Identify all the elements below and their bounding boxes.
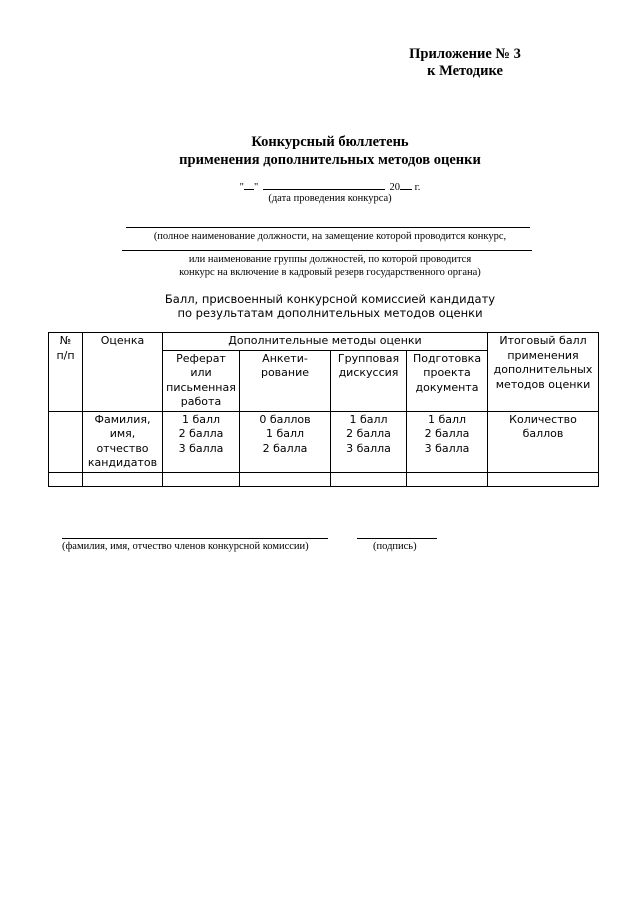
appendix-number: Приложение № 3	[409, 46, 521, 62]
assessment-table	[48, 332, 599, 487]
method-line: Групповая	[337, 351, 400, 365]
year-suffix: г.	[414, 182, 421, 193]
method-line: документа	[415, 380, 479, 394]
candidate-label-line: отчество	[96, 441, 149, 455]
table-cell	[49, 411, 83, 472]
candidate-label-line: Фамилия,	[94, 412, 151, 426]
method-survey	[240, 350, 331, 411]
method-line: проекта	[423, 366, 471, 379]
names-caption: (фамилия, имя, отчество членов конкурсной комиссии)	[62, 541, 309, 552]
score-value: 1 балл	[265, 427, 305, 440]
method-line: или	[190, 366, 212, 379]
score-value: 3 балла	[424, 441, 470, 455]
date-caption: (дата проведения конкурса)	[268, 193, 392, 204]
score-value: 3 балла	[346, 441, 391, 455]
method-line: работа	[180, 395, 222, 408]
day-blank	[244, 181, 254, 190]
score-value: 3 балла	[178, 441, 224, 455]
method-essay	[163, 350, 240, 411]
title-line-1: Конкурсный бюллетень	[251, 134, 409, 150]
header-number-line: №	[59, 334, 72, 347]
header-methods: Дополнительные методы оценки	[163, 333, 488, 351]
appendix-reference: к Методике	[427, 63, 503, 79]
method-draft-document	[407, 350, 488, 411]
score-value: 1 балл	[181, 412, 221, 426]
date-open-quote: "	[239, 182, 244, 193]
score-value: 2 балла	[424, 427, 470, 440]
candidate-label-line: кандидатов	[87, 456, 158, 469]
names-signature-line	[62, 538, 328, 539]
score-draft-document	[407, 411, 488, 472]
table-cell	[488, 472, 599, 486]
year-blank	[400, 181, 412, 190]
candidate-label-line: имя,	[109, 427, 136, 440]
candidate-label	[83, 411, 163, 472]
table-cell	[49, 472, 83, 486]
header-assessment: Оценка	[83, 333, 163, 412]
header-total-line: методов оценки	[495, 377, 591, 391]
sign-caption: (подпись)	[373, 541, 417, 552]
table-cell	[83, 472, 163, 486]
method-group-discussion	[331, 350, 407, 411]
date-close-quote: "	[253, 182, 259, 193]
table-cell	[163, 472, 240, 486]
score-heading-line-2: по результатам дополнительных методов оценки	[177, 306, 483, 320]
score-heading-line-1: Балл, присвоенный конкурсной комиссией кандидату	[164, 292, 496, 306]
score-value: 2 балла	[178, 427, 224, 440]
table-cell	[407, 472, 488, 486]
method-line: письменная	[166, 380, 236, 394]
table-header-row	[49, 333, 599, 351]
method-line: Анкети-	[262, 351, 308, 365]
table-row	[49, 411, 599, 472]
position-caption-2: или наименование группы должностей, по которой проводится	[188, 254, 472, 265]
header-total-line: Итоговый балл	[499, 334, 587, 347]
total-label	[488, 411, 599, 472]
score-value: 2 балла	[346, 427, 391, 440]
title-line-2: применения дополнительных методов оценки	[179, 152, 481, 168]
position-caption-3: конкурс на включение в кадровый резерв государственного органа)	[179, 267, 481, 278]
method-line: рование	[260, 366, 310, 379]
table-cell	[240, 472, 331, 486]
score-group-discussion	[331, 411, 407, 472]
score-survey	[240, 411, 331, 472]
sign-line	[357, 538, 437, 539]
method-line: Реферат	[176, 351, 226, 365]
appendix-header	[380, 46, 550, 80]
position-caption-1: (полное наименование должности, на замещение которой проводится конкурс,	[153, 231, 507, 242]
date-line	[60, 180, 600, 193]
position-line-1	[126, 227, 530, 228]
month-blank	[263, 180, 385, 190]
table-row-empty	[49, 472, 599, 486]
position-line-2	[122, 250, 532, 251]
method-line: дискуссия	[338, 366, 399, 379]
score-value: 1 балл	[427, 412, 467, 426]
header-number-line: п/п	[56, 348, 75, 362]
header-total	[488, 333, 599, 412]
score-essay	[163, 411, 240, 472]
document-title	[60, 133, 600, 169]
year-prefix: 20	[389, 182, 400, 193]
header-number	[49, 333, 83, 412]
score-value: 1 балл	[349, 412, 388, 426]
header-total-line: дополнительных	[493, 363, 593, 376]
method-line: Подготовка	[412, 351, 482, 365]
score-value: 0 баллов	[259, 412, 311, 426]
header-total-line: применения	[507, 348, 579, 362]
table-cell	[331, 472, 407, 486]
total-label-line: баллов	[522, 427, 564, 440]
total-label-line: Количество	[509, 412, 577, 426]
score-value: 2 балла	[262, 441, 308, 455]
score-heading	[60, 292, 600, 320]
